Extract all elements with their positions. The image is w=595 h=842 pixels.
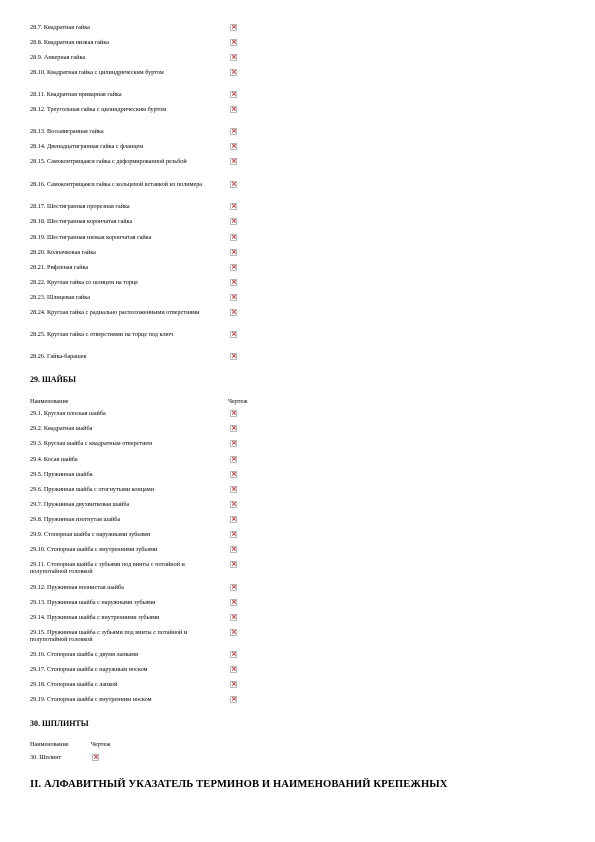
item-label: 28.14. Двенадцатигранная гайка с фланцем — [30, 143, 144, 150]
item-label: 29.6. Пружинная шайба с отогнутыми концами — [30, 486, 155, 493]
item-label: 29.18. Стопорная шайба с лапкой — [30, 681, 118, 688]
item-label: 28.7. Квадратная гайка — [30, 24, 90, 31]
section-heading-cotter-pins: 30. ШПЛИНТЫ — [30, 719, 89, 728]
broken-image-icon — [230, 666, 237, 673]
broken-image-icon — [230, 54, 237, 61]
broken-image-icon — [230, 599, 237, 606]
item-label: 28.13. Восьмигранная гайка — [30, 128, 104, 135]
broken-image-icon — [230, 294, 237, 301]
item-label: 29.7. Пружинная двухвитковая шайба — [30, 501, 130, 508]
broken-image-icon — [230, 614, 237, 621]
item-label: 28.24. Круглая гайка с радиально расположенными отверстиями — [30, 309, 200, 316]
item-label: 29.8. Пружинная изогнутая шайба — [30, 516, 121, 523]
page-title: II. АЛФАВИТНЫЙ УКАЗАТЕЛЬ ТЕРМИНОВ И НАИМЕНОВАНИЙ КРЕПЕЖНЫХ — [30, 779, 448, 790]
item-label: 28.12. Треугольная гайка с цилиндрическим буртом — [30, 106, 167, 113]
broken-image-icon — [230, 143, 237, 150]
broken-image-icon — [230, 425, 237, 432]
item-label: 29.16. Стопорная шайба с двумя лапками — [30, 651, 139, 658]
broken-image-icon — [230, 456, 237, 463]
broken-image-icon — [230, 128, 237, 135]
broken-image-icon — [230, 234, 237, 241]
broken-image-icon — [230, 249, 237, 256]
broken-image-icon — [230, 486, 237, 493]
item-label: 28.10. Квадратная гайка с цилиндрическим буртом — [30, 69, 164, 76]
item-label: 29.1. Круглая плоская шайба — [30, 410, 106, 417]
column-header-drawing: Чертеж — [228, 398, 248, 405]
item-label: 29.10. Стопорная шайба с внутренними зубьями — [30, 546, 158, 553]
broken-image-icon — [230, 181, 237, 188]
item-label: 28.25. Круглая гайка с отверстиями на торце под ключ — [30, 331, 174, 338]
column-header-drawing: Чертеж — [91, 741, 111, 748]
item-label: 29.15. Пружинная шайба с зубьями под винты с потайной и полупотайной головкой — [30, 629, 188, 644]
item-label: 29.13. Пружинная шайба с наружными зубьями — [30, 599, 156, 606]
broken-image-icon — [230, 440, 237, 447]
broken-image-icon — [230, 309, 237, 316]
broken-image-icon — [230, 471, 237, 478]
item-label: 29.14. Пружинная шайба с внутренними зубьями — [30, 614, 160, 621]
item-label: 28.8. Квадратная низкая гайка — [30, 39, 109, 46]
broken-image-icon — [230, 24, 237, 31]
broken-image-icon — [230, 681, 237, 688]
broken-image-icon — [230, 69, 237, 76]
item-label: 29.17. Стопорная шайба с наружным носком — [30, 666, 148, 673]
broken-image-icon — [230, 561, 237, 568]
item-label: 28.9. Анкерная гайка — [30, 54, 86, 61]
item-label: 28.19. Шестигранная низкая корончатая гайка — [30, 234, 152, 241]
broken-image-icon — [230, 353, 237, 360]
broken-image-icon — [230, 106, 237, 113]
column-header-name: Наименование — [30, 741, 69, 748]
item-label: 28.26. Гайка-барашек — [30, 353, 87, 360]
item-label: 28.21. Рифленая гайка — [30, 264, 89, 271]
item-label: 29.12. Пружинная волнистая шайба — [30, 584, 124, 591]
broken-image-icon — [230, 696, 237, 703]
item-label: 28.11. Квадратная приварная гайка — [30, 91, 122, 98]
broken-image-icon — [230, 218, 237, 225]
item-label: 28.23. Шлицевая гайка — [30, 294, 90, 301]
broken-image-icon — [230, 410, 237, 417]
item-label: 28.20. Колпачковая гайка — [30, 249, 96, 256]
broken-image-icon — [92, 754, 99, 761]
item-label: 28.22. Круглая гайка со шлицем на торце — [30, 279, 139, 286]
broken-image-icon — [230, 584, 237, 591]
broken-image-icon — [230, 39, 237, 46]
broken-image-icon — [230, 629, 237, 636]
item-label: 29.11. Стопорная шайба с зубьями под винты с потайной и полупотайной головкой — [30, 561, 185, 576]
item-label: 29.19. Стопорная шайба с внутренним носком — [30, 696, 152, 703]
section-heading-washers: 29. ШАЙБЫ — [30, 375, 76, 384]
broken-image-icon — [230, 531, 237, 538]
item-label: 29.3. Круглая шайба с квадратным отверстием — [30, 440, 153, 447]
column-header-name: Наименование — [30, 398, 69, 405]
broken-image-icon — [230, 91, 237, 98]
broken-image-icon — [230, 203, 237, 210]
broken-image-icon — [230, 331, 237, 338]
item-label: 28.16. Самоконтрящаяся гайка с кольцевой вставкой из полимера — [30, 181, 203, 188]
item-label: 29.2. Квадратная шайба — [30, 425, 93, 432]
item-label: 28.15. Самоконтрящаяся гайка с деформированной резьбой — [30, 158, 187, 165]
item-label: 29.9. Стопорная шайба с наружными зубьями — [30, 531, 151, 538]
broken-image-icon — [230, 546, 237, 553]
broken-image-icon — [230, 516, 237, 523]
item-label: 30. Шплинт — [30, 754, 62, 761]
item-label: 28.17. Шестигранная прорезная гайка — [30, 203, 130, 210]
broken-image-icon — [230, 264, 237, 271]
item-label: 29.5. Пружинная шайба — [30, 471, 93, 478]
broken-image-icon — [230, 501, 237, 508]
item-label: 28.18. Шестигранная корончатая гайка — [30, 218, 133, 225]
broken-image-icon — [230, 158, 237, 165]
broken-image-icon — [230, 651, 237, 658]
item-label: 29.4. Косая шайба — [30, 456, 78, 463]
broken-image-icon — [230, 279, 237, 286]
